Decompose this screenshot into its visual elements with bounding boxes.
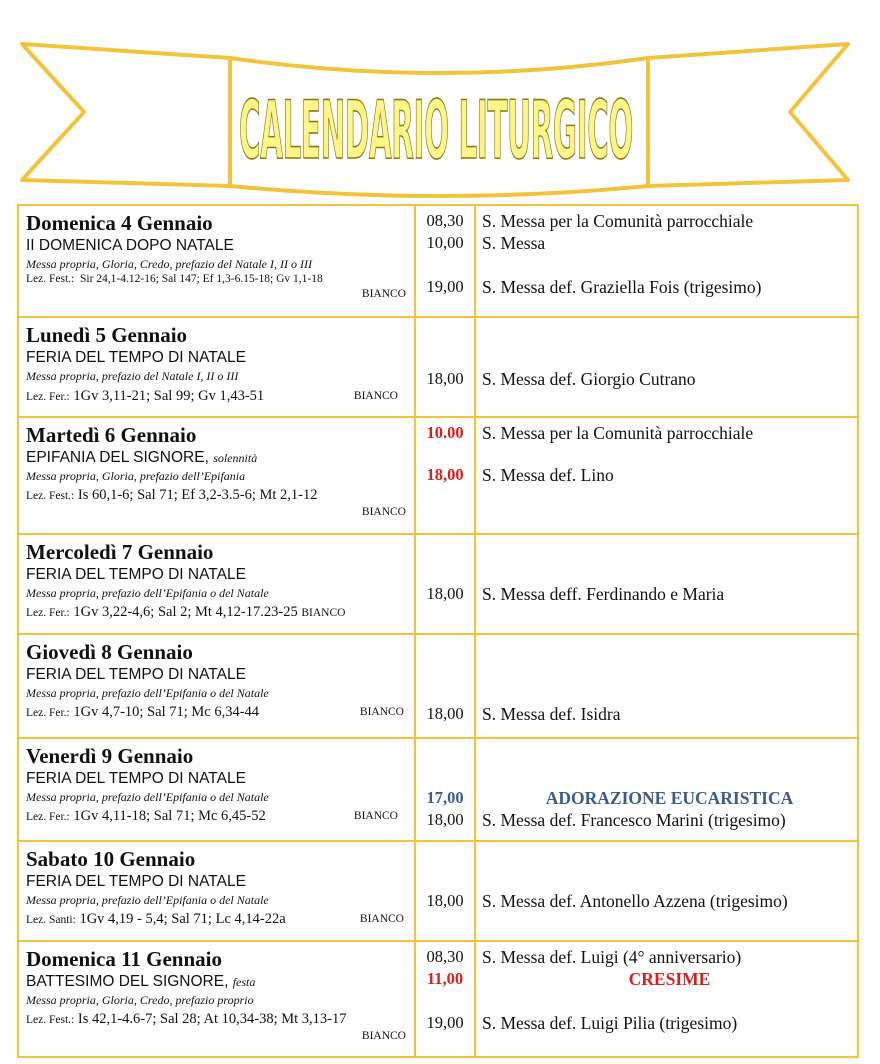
readings-line bbox=[26, 1010, 408, 1029]
feast-name bbox=[26, 348, 408, 368]
event-text: S. Messa def. Luigi (4° anniversario) bbox=[482, 947, 742, 967]
mass-time: 10,00 bbox=[426, 233, 464, 252]
event-text: S. Messa def. Antonello Azzena (trigesimo) bbox=[482, 891, 788, 911]
event-text: S. Messa def. Francesco Marini (trigesimo) bbox=[482, 810, 786, 830]
mass-time: 18,00 bbox=[426, 369, 464, 388]
readings-label: Lez. Fer.: bbox=[26, 391, 70, 403]
liturgical-color: BIANCO bbox=[361, 1030, 406, 1042]
events-cell bbox=[475, 634, 858, 738]
readings-label: Lez. Fer.: bbox=[26, 707, 70, 719]
feast-label: EPIFANIA DEL SIGNORE, bbox=[26, 449, 209, 466]
times-cell bbox=[415, 941, 475, 1057]
mass-rubric: Messa propria, prefazio del Natale I, II o III bbox=[26, 369, 239, 383]
banner-ribbon bbox=[0, 0, 880, 200]
times-cell bbox=[415, 634, 475, 738]
liturgical-color: BIANCO bbox=[359, 913, 404, 925]
times-cell bbox=[415, 738, 475, 841]
calendar-row bbox=[18, 941, 858, 1057]
feast-label: BATTESIMO DEL SIGNORE, bbox=[26, 973, 229, 990]
day-title: Martedì 6 Gennaio bbox=[26, 423, 197, 447]
readings-label: Lez. Fer.: bbox=[26, 811, 70, 823]
banner bbox=[0, 0, 880, 200]
day-info-cell bbox=[18, 841, 415, 941]
mass-time: 18,00 bbox=[426, 704, 464, 723]
day-info-cell bbox=[18, 417, 415, 534]
mass-time: 08,30 bbox=[426, 947, 464, 966]
banner-title: CALENDARIO LITURGICO bbox=[239, 84, 633, 177]
event-text: S. Messa per la Comunità parrocchiale bbox=[482, 211, 754, 231]
day-title: Venerdì 9 Gennaio bbox=[26, 744, 194, 768]
readings-line bbox=[26, 603, 408, 622]
feast-label: FERIA DEL TEMPO DI NATALE bbox=[26, 566, 246, 583]
event-text: S. Messa bbox=[482, 233, 546, 253]
day-title: Lunedì 5 Gennaio bbox=[26, 323, 188, 347]
feast-kind: solennità bbox=[213, 451, 258, 465]
day-info-cell bbox=[18, 205, 415, 317]
events-cell bbox=[475, 205, 858, 317]
events-cell bbox=[475, 417, 858, 534]
mass-rubric: Messa propria, Gloria, prefazio dell’Epifania bbox=[26, 469, 246, 483]
day-title: Mercoledì 7 Gennaio bbox=[26, 540, 214, 564]
events-cell bbox=[475, 941, 858, 1057]
readings: Sir 24,1-4.12-16; Sal 147; Ef 1,3-6.15-18; Gv 1,1-18 bbox=[79, 273, 323, 285]
day-title: Giovedì 8 Gennaio bbox=[26, 640, 193, 664]
readings-line bbox=[26, 486, 408, 505]
day-info-cell bbox=[18, 634, 415, 738]
readings: 1Gv 3,11-21; Sal 99; Gv 1,43-51 bbox=[73, 388, 265, 404]
feast-kind: festa bbox=[232, 975, 256, 989]
calendar-row bbox=[18, 534, 858, 634]
readings: 1Gv 3,22-4,6; Sal 2; Mt 4,12-17.23-25 bbox=[73, 604, 298, 620]
feast-label: FERIA DEL TEMPO DI NATALE bbox=[26, 770, 246, 787]
times-cell bbox=[415, 317, 475, 417]
calendar-row bbox=[18, 841, 858, 941]
mass-time: 18,00 bbox=[426, 465, 464, 484]
mass-rubric: Messa propria, prefazio dell’Epifania o del Natale bbox=[26, 893, 269, 907]
feast-label: FERIA DEL TEMPO DI NATALE bbox=[26, 349, 246, 366]
readings: Is 42,1-4.6-7; Sal 28; At 10,34-38; Mt 3,13-17 bbox=[77, 1011, 347, 1027]
event-highlight: CRESIME bbox=[628, 969, 711, 989]
liturgical-color: BIANCO bbox=[353, 810, 398, 822]
mass-time: 19,00 bbox=[426, 277, 464, 296]
readings-line bbox=[26, 807, 408, 826]
event-text: S. Messa def. Graziella Fois (trigesimo) bbox=[482, 277, 762, 297]
liturgical-calendar-table bbox=[17, 204, 859, 1058]
feast-label: FERIA DEL TEMPO DI NATALE bbox=[26, 666, 246, 683]
feast-name bbox=[26, 972, 408, 992]
liturgical-color: BIANCO bbox=[353, 390, 398, 402]
event-text: S. Messa def. Giorgio Cutrano bbox=[482, 369, 696, 389]
mass-time: 11,00 bbox=[426, 969, 464, 988]
readings-line bbox=[26, 703, 408, 722]
events-cell bbox=[475, 534, 858, 634]
readings: Is 60,1-6; Sal 71; Ef 3,2-3.5-6; Mt 2,1-12 bbox=[77, 487, 318, 503]
mass-time: 10.00 bbox=[426, 423, 464, 442]
mass-rubric: Messa propria, Gloria, Credo, prefazio del Natale I, II o III bbox=[26, 257, 312, 271]
event-text: S. Messa def. Lino bbox=[482, 465, 614, 485]
feast-name bbox=[26, 565, 408, 585]
mass-rubric: Messa propria, Gloria, Credo, prefazio proprio bbox=[26, 993, 254, 1007]
readings-label: Lez. Fest.: bbox=[26, 1014, 75, 1026]
calendar-row bbox=[18, 417, 858, 534]
times-cell bbox=[415, 205, 475, 317]
event-highlight: ADORAZIONE EUCARISTICA bbox=[545, 788, 794, 808]
feast-name bbox=[26, 872, 408, 892]
mass-time: 18,00 bbox=[426, 810, 464, 829]
day-info-cell bbox=[18, 941, 415, 1057]
event-text: S. Messa def. Luigi Pilia (trigesimo) bbox=[482, 1013, 738, 1033]
calendar-row bbox=[18, 738, 858, 841]
liturgical-color: BIANCO bbox=[361, 288, 406, 300]
feast-name bbox=[26, 665, 408, 685]
feast-name bbox=[26, 448, 408, 468]
liturgical-color: BIANCO bbox=[301, 607, 346, 619]
readings-label: Lez. Fest.: bbox=[26, 273, 75, 285]
calendar-row bbox=[18, 205, 858, 317]
readings: 1Gv 4,7-10; Sal 71; Mc 6,34-44 bbox=[73, 704, 260, 720]
event-text: S. Messa deff. Ferdinando e Maria bbox=[482, 584, 725, 604]
event-text: S. Messa def. Isidra bbox=[482, 704, 621, 724]
mass-rubric: Messa propria, prefazio dell’Epifania o del Natale bbox=[26, 686, 269, 700]
events-cell bbox=[475, 841, 858, 941]
readings-label: Lez. Fer.: bbox=[26, 607, 70, 619]
mass-rubric: Messa propria, prefazio dell’Epifania o del Natale bbox=[26, 586, 269, 600]
readings-line bbox=[26, 272, 408, 287]
mass-time: 08,30 bbox=[426, 211, 464, 230]
mass-rubric: Messa propria, prefazio dell’Epifania o del Natale bbox=[26, 790, 269, 804]
day-title: Domenica 11 Gennaio bbox=[26, 947, 223, 971]
feast-name bbox=[26, 236, 408, 256]
event-text: S. Messa per la Comunità parrocchiale bbox=[482, 423, 754, 443]
times-cell bbox=[415, 841, 475, 941]
readings-label: Lez. Fest.: bbox=[26, 490, 75, 502]
day-title: Sabato 10 Gennaio bbox=[26, 847, 196, 871]
times-cell bbox=[415, 417, 475, 534]
readings: 1Gv 4,19 - 5,4; Sal 71; Lc 4,14-22a bbox=[79, 911, 286, 927]
day-info-cell bbox=[18, 534, 415, 634]
mass-time: 18,00 bbox=[426, 584, 464, 603]
calendar-row bbox=[18, 317, 858, 417]
mass-time: 19,00 bbox=[426, 1013, 464, 1032]
events-cell bbox=[475, 738, 858, 841]
readings: 1Gv 4,11-18; Sal 71; Mc 6,45-52 bbox=[73, 808, 266, 824]
day-info-cell bbox=[18, 738, 415, 841]
feast-label: FERIA DEL TEMPO DI NATALE bbox=[26, 873, 246, 890]
feast-label: II DOMENICA DOPO NATALE bbox=[26, 237, 234, 254]
readings-line bbox=[26, 910, 408, 929]
day-info-cell bbox=[18, 317, 415, 417]
events-cell bbox=[475, 317, 858, 417]
mass-time: 18,00 bbox=[426, 891, 464, 910]
feast-name bbox=[26, 769, 408, 789]
readings-line bbox=[26, 387, 408, 406]
liturgical-color: BIANCO bbox=[361, 506, 406, 518]
readings-label: Lez. Santi: bbox=[26, 914, 76, 926]
times-cell bbox=[415, 534, 475, 634]
liturgical-color: BIANCO bbox=[359, 706, 404, 718]
day-title: Domenica 4 Gennaio bbox=[26, 211, 213, 235]
calendar-row bbox=[18, 634, 858, 738]
mass-time: 17,00 bbox=[426, 788, 464, 807]
